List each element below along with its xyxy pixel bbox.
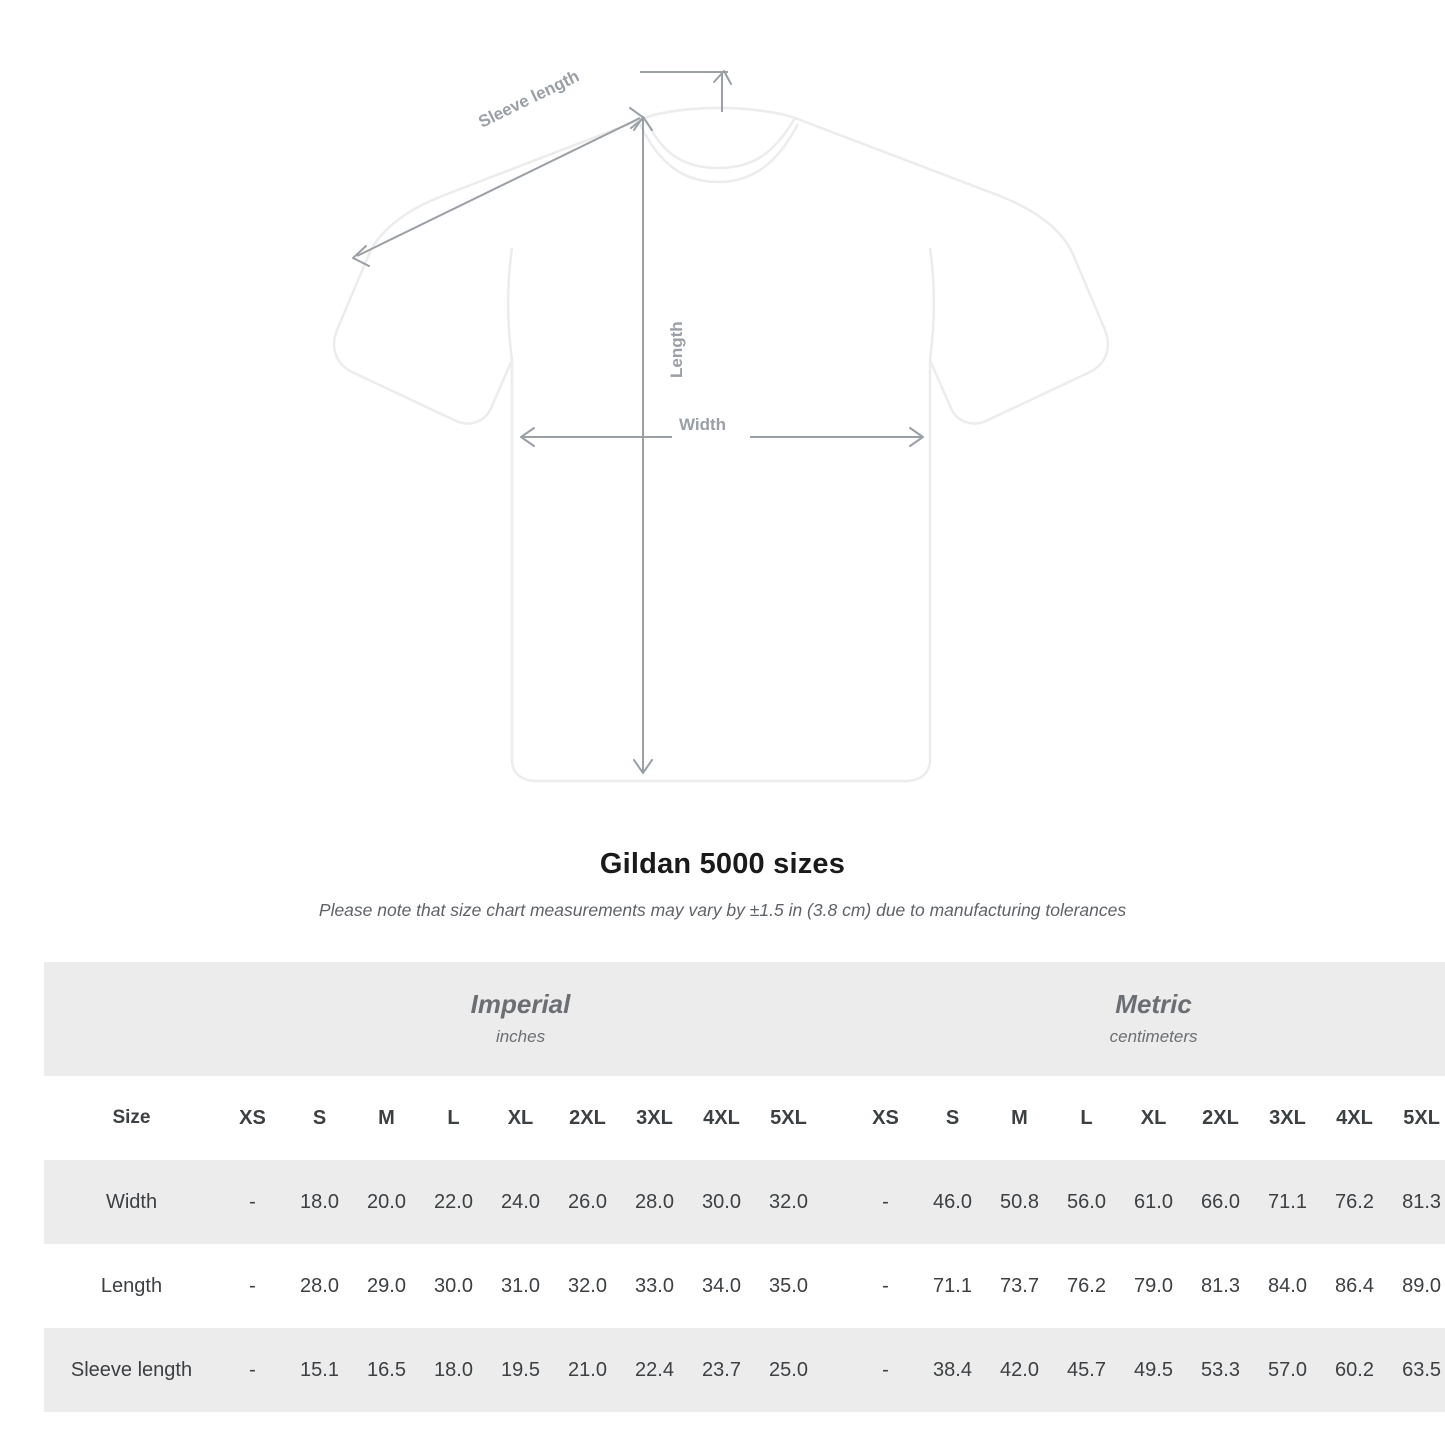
cell-sleeve-imperial-5xl: 25.0	[755, 1328, 822, 1412]
cell-sleeve-metric-2xl: 53.3	[1187, 1328, 1254, 1412]
cell-width-imperial-3xl: 28.0	[621, 1160, 688, 1244]
cell-length-metric-3xl: 84.0	[1254, 1244, 1321, 1328]
page-title: Gildan 5000 sizes	[599, 848, 846, 880]
cell-length-metric-5xl: 89.0	[1388, 1244, 1445, 1328]
cell-sleeve-imperial-s: 15.1	[286, 1328, 353, 1412]
cell-width-metric-xs: -	[852, 1160, 919, 1244]
cell-length-imperial-3xl: 33.0	[621, 1244, 688, 1328]
label-width-text: Width	[679, 415, 727, 434]
cell-length-metric-4xl: 86.4	[1321, 1244, 1388, 1328]
row-label-length: Length	[44, 1244, 219, 1328]
cell-length-metric-l: 76.2	[1053, 1244, 1120, 1328]
table-row	[44, 1328, 1445, 1412]
cell-width-metric-2xl: 66.0	[1187, 1160, 1254, 1244]
cell-width-imperial-m: 20.0	[353, 1160, 420, 1244]
table-row	[44, 1160, 1445, 1244]
header-size-imperial-3xl: 3XL	[621, 1076, 688, 1160]
header-size-metric-xs: XS	[852, 1076, 919, 1160]
header-size-imperial-2xl: 2XL	[554, 1076, 621, 1160]
unit-header-row	[44, 962, 1445, 1076]
cell-length-imperial-m: 29.0	[353, 1244, 420, 1328]
cell-length-imperial-xs: -	[219, 1244, 286, 1328]
header-size-metric-3xl: 3XL	[1254, 1076, 1321, 1160]
cell-length-metric-m: 73.7	[986, 1244, 1053, 1328]
cell-length-imperial-2xl: 32.0	[554, 1244, 621, 1328]
label-sleeve-length-text: Sleeve length	[475, 66, 583, 132]
cell-width-metric-5xl: 81.3	[1388, 1160, 1445, 1244]
size-table-container	[0, 921, 1445, 1412]
cell-width-metric-l: 56.0	[1053, 1160, 1120, 1244]
cell-sleeve-metric-m: 42.0	[986, 1328, 1053, 1412]
cell-sleeve-imperial-m: 16.5	[353, 1328, 420, 1412]
cell-width-imperial-xl: 24.0	[487, 1160, 554, 1244]
unit-header-gap	[822, 962, 852, 1076]
header-size-metric-2xl: 2XL	[1187, 1076, 1254, 1160]
cell-sleeve-imperial-3xl: 22.4	[621, 1328, 688, 1412]
unit-header-imperial	[219, 962, 822, 1076]
header-size-imperial-m: M	[353, 1076, 420, 1160]
unit-metric-name: Metric	[1115, 989, 1192, 1020]
cell-length-imperial-5xl: 35.0	[755, 1244, 822, 1328]
unit-metric-sub: centimeters	[1109, 1026, 1198, 1046]
cell-length-metric-xs: -	[852, 1244, 919, 1328]
cell-width-metric-3xl: 71.1	[1254, 1160, 1321, 1244]
tshirt-shape	[334, 108, 1108, 781]
cell-sleeve-imperial-4xl: 23.7	[688, 1328, 755, 1412]
header-size-imperial-5xl: 5XL	[755, 1076, 822, 1160]
header-size-metric-m: M	[986, 1076, 1053, 1160]
row-gap-length	[822, 1244, 852, 1328]
cell-sleeve-metric-3xl: 57.0	[1254, 1328, 1321, 1412]
cell-sleeve-imperial-2xl: 21.0	[554, 1328, 621, 1412]
row-gap-sleeve	[822, 1328, 852, 1412]
header-size-metric-xl: XL	[1120, 1076, 1187, 1160]
cell-sleeve-imperial-xs: -	[219, 1328, 286, 1412]
unit-header-spacer	[44, 962, 219, 1076]
cell-width-imperial-s: 18.0	[286, 1160, 353, 1244]
unit-imperial-sub: inches	[495, 1026, 546, 1046]
cell-sleeve-metric-4xl: 60.2	[1321, 1328, 1388, 1412]
header-size-label: Size	[44, 1076, 219, 1160]
tolerance-note: Please note that size chart measurements may vary by ±1.5 in (3.8 cm) due to manufacturing tolerances	[318, 900, 1127, 920]
cell-width-metric-s: 46.0	[919, 1160, 986, 1244]
cell-width-imperial-xs: -	[219, 1160, 286, 1244]
header-size-metric-l: L	[1053, 1076, 1120, 1160]
header-size-imperial-l: L	[420, 1076, 487, 1160]
header-size-imperial-xs: XS	[219, 1076, 286, 1160]
unit-imperial-name: Imperial	[470, 989, 571, 1020]
cell-sleeve-metric-xs: -	[852, 1328, 919, 1412]
cell-width-imperial-5xl: 32.0	[755, 1160, 822, 1244]
header-size-imperial-s: S	[286, 1076, 353, 1160]
size-chart-table	[44, 962, 1445, 1412]
cell-length-imperial-s: 28.0	[286, 1244, 353, 1328]
cell-sleeve-metric-5xl: 63.5	[1388, 1328, 1445, 1412]
chart-header	[0, 830, 1445, 921]
cell-width-metric-xl: 61.0	[1120, 1160, 1187, 1244]
header-size-metric-4xl: 4XL	[1321, 1076, 1388, 1160]
unit-header-metric	[852, 962, 1445, 1076]
cell-width-metric-4xl: 76.2	[1321, 1160, 1388, 1244]
cell-width-imperial-2xl: 26.0	[554, 1160, 621, 1244]
cell-length-metric-2xl: 81.3	[1187, 1244, 1254, 1328]
header-size-imperial-4xl: 4XL	[688, 1076, 755, 1160]
cell-length-imperial-4xl: 34.0	[688, 1244, 755, 1328]
size-header-row	[44, 1076, 1445, 1160]
header-size-metric-5xl: 5XL	[1388, 1076, 1445, 1160]
header-size-imperial-xl: XL	[487, 1076, 554, 1160]
table-row	[44, 1244, 1445, 1328]
cell-width-imperial-4xl: 30.0	[688, 1160, 755, 1244]
header-size-metric-s: S	[919, 1076, 986, 1160]
cell-sleeve-metric-s: 38.4	[919, 1328, 986, 1412]
cell-sleeve-imperial-xl: 19.5	[487, 1328, 554, 1412]
cell-length-metric-s: 71.1	[919, 1244, 986, 1328]
cell-sleeve-metric-xl: 49.5	[1120, 1328, 1187, 1412]
row-label-width: Width	[44, 1160, 219, 1244]
cell-width-imperial-l: 22.0	[420, 1160, 487, 1244]
cell-width-metric-m: 50.8	[986, 1160, 1053, 1244]
cell-length-imperial-xl: 31.0	[487, 1244, 554, 1328]
cell-sleeve-metric-l: 45.7	[1053, 1328, 1120, 1412]
cell-length-imperial-l: 30.0	[420, 1244, 487, 1328]
label-length-text: Length	[667, 321, 686, 378]
size-header-gap	[822, 1076, 852, 1160]
row-label-sleeve-length: Sleeve length	[44, 1328, 219, 1412]
cell-length-metric-xl: 79.0	[1120, 1244, 1187, 1328]
row-gap-width	[822, 1160, 852, 1244]
cell-sleeve-imperial-l: 18.0	[420, 1328, 487, 1412]
